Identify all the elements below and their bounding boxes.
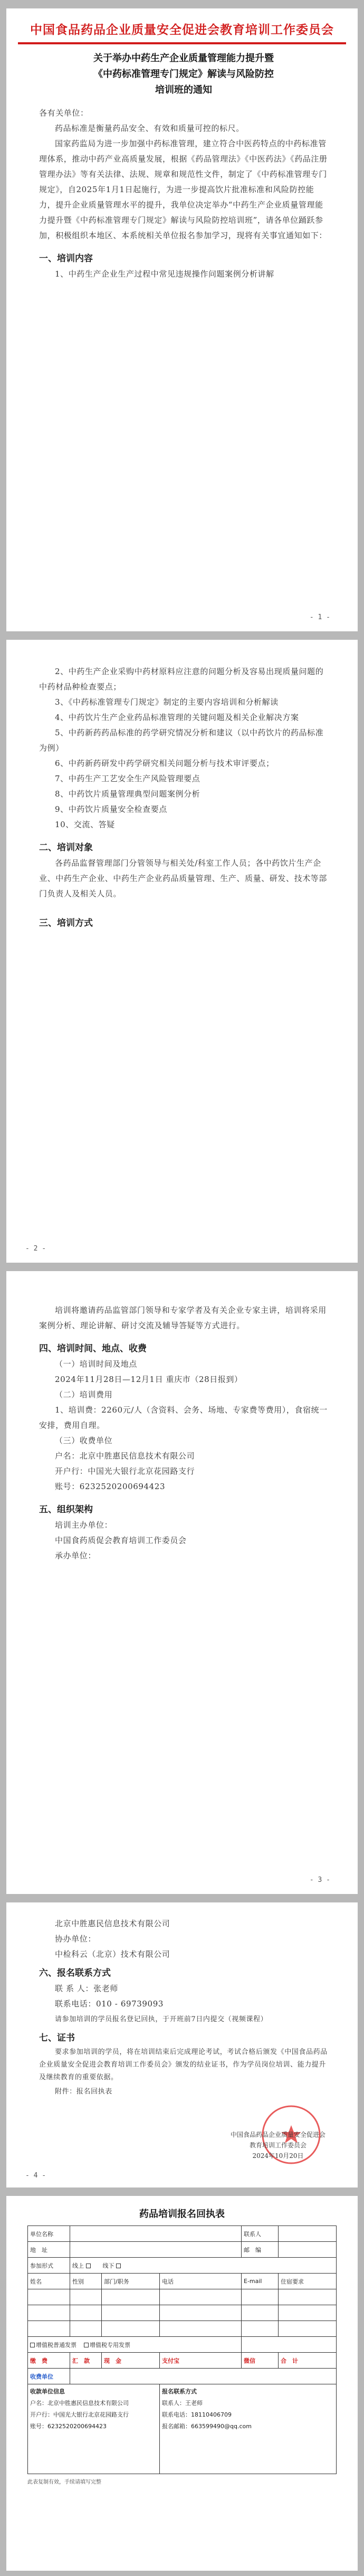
reg-info-email[interactable]: 报名邮箱：663599490@qq.com (162, 2423, 252, 2430)
postal-code-input[interactable] (279, 2242, 337, 2258)
partner-name: 中检科云（北京）技术有限公司 (55, 1949, 170, 1959)
attendee-sex-input[interactable] (70, 2289, 102, 2305)
sex-label: 性别 (70, 2274, 102, 2289)
fee-subheading: （二）培训费用 (55, 1390, 113, 1399)
reg-info-phone: 联系电话：18110406709 (162, 2411, 232, 2418)
unit-name-input[interactable] (70, 2226, 242, 2242)
salutation: 各有关单位： (39, 108, 89, 118)
attendee-phone-input[interactable] (160, 2321, 242, 2337)
invoice-special-checkbox[interactable] (84, 2342, 130, 2348)
attendee-email-input[interactable] (242, 2289, 279, 2305)
contact-person-input[interactable] (279, 2226, 337, 2242)
section5-heading: 五、组织架构 (39, 1504, 93, 1515)
section3-heading: 三、培训方式 (39, 918, 93, 929)
pay-wire-label: 汇 款 (70, 2353, 102, 2369)
section1-heading: 一、培训内容 (39, 253, 93, 264)
attendee-name-input[interactable] (28, 2321, 70, 2337)
pay-bank-label: 收费单位 (28, 2369, 70, 2384)
attendee-phone-input[interactable] (160, 2289, 242, 2305)
contractor-name: 北京中胜惠民信息技术有限公司 (55, 1919, 170, 1928)
time-place-text: 2024年11月28日—12月1日 重庆市（28日报到） (55, 1375, 243, 1384)
address-input[interactable] (70, 2242, 242, 2258)
section4-heading: 四、培训时间、地点、收费 (39, 1343, 147, 1354)
section1-item: 7、中药生产工艺安全生产风险管理要点 (55, 774, 200, 783)
phone-label: 电话 (160, 2274, 242, 2289)
signature-org-2: 教育培训工作委员会 (249, 2142, 306, 2149)
invoice-special-label: 增值税专用发票 (90, 2341, 130, 2348)
section2-text: 各药品监督管理部门分管领导与相关处/科室工作人员；各中药饮片生产企业、中药生产企业、中药生产企业药品质量管理、生产、质量、研发、技术等部门负责人及相关人员。 (39, 858, 328, 898)
invoice-ordinary-checkbox[interactable] (30, 2342, 76, 2348)
contact-person: 联 系 人：张老师 (55, 1984, 118, 1993)
payee-info-bank: 开户行：中国光大银行北京花园路支行 (30, 2411, 129, 2418)
header-red-line (18, 42, 346, 44)
payee-account: 账号：6232520200694423 (55, 1482, 166, 1491)
invoice-detail-input[interactable] (242, 2337, 337, 2353)
address-label: 地 址 (28, 2242, 70, 2258)
attendee-name-input[interactable] (28, 2305, 70, 2321)
postal-code-label: 邮 编 (242, 2242, 279, 2258)
section1-item: 5、中药新药药品标准的药学研究情况分析和建议（以中药饮片的药品标准为例） (39, 728, 324, 753)
organizer-label: 培训主办单位： (55, 1520, 113, 1530)
invoice-options[interactable] (28, 2337, 242, 2353)
pay-amount-label: 缴 费 (28, 2353, 70, 2369)
contact-person-label: 联系人 (242, 2226, 279, 2242)
section7-heading: 七、证书 (39, 2033, 75, 2043)
fee-text: 1、培训费：2260元/人（含资料、会务、场地、专家费等费用），食宿统一安排，费用自理。 (39, 1405, 328, 1430)
payee-info-title: 收款单位信息 (30, 2388, 65, 2395)
notice-title-line2: 《中药标准管理专门规定》解读与风险防控 (93, 69, 274, 80)
page-number: - 1 - (309, 613, 330, 621)
attendee-room-input[interactable] (279, 2289, 337, 2305)
attendee-dept-input[interactable] (102, 2289, 160, 2305)
page-number: - 2 - (25, 1245, 46, 1253)
page-4 (6, 1902, 358, 2187)
payee-bank: 开户行：中国光大银行北京花园路支行 (55, 1466, 195, 1476)
registration-form-table (27, 2225, 337, 2474)
signature-org: 中国食品药品企业质量安全促进会 (230, 2131, 325, 2138)
online-label: 线上 (72, 2262, 84, 2269)
attendee-email-input[interactable] (242, 2305, 279, 2321)
attendee-room-input[interactable] (279, 2305, 337, 2321)
attendee-sex-input[interactable] (70, 2321, 102, 2337)
payee-name: 户名：北京中胜惠民信息技术有限公司 (55, 1451, 195, 1461)
section1-item: 2、中药生产企业采购中药材原料应注意的问题分析及容易出现质量问题的中药材品种检查要点； (39, 667, 324, 692)
pay-bank-input[interactable] (70, 2369, 337, 2384)
pay-total-label: 合 计 (279, 2353, 337, 2369)
offline-checkbox[interactable] (102, 2262, 122, 2269)
page-number: - 4 - (25, 2172, 46, 2180)
attendee-name-input[interactable] (28, 2289, 70, 2305)
reg-info-contact: 联系人：王老师 (162, 2400, 203, 2407)
pay-cash-label: 现 金 (102, 2353, 160, 2369)
checkbox-icon (86, 2264, 91, 2268)
online-checkbox[interactable] (72, 2262, 92, 2269)
section1-item: 4、中药饮片生产企业药品标准管理的关键问题及相关企业解决方案 (55, 713, 299, 722)
section6-heading: 六、报名联系方式 (39, 1968, 111, 1978)
intro-paragraph-1: 药品标准是衡量药品安全、有效和质量可控的标尺。 (55, 124, 244, 133)
attachment-note: 附件：报名回执表 (55, 2088, 112, 2096)
unit-name-label: 单位名称 (28, 2226, 70, 2242)
payee-subheading: （三）收费单位 (55, 1436, 113, 1445)
email-note: 请参加培训的学员报名登记回执，于开班前7日内提交（视频课程） (55, 2015, 268, 2023)
section1-item: 9、中药饮片质量安全检查要点 (55, 804, 167, 814)
checkbox-icon (30, 2343, 35, 2347)
reg-info-title: 报名联系方式 (162, 2388, 197, 2395)
pay-wechat-label: 微信 (242, 2353, 279, 2369)
notice-title-line3: 培训班的通知 (155, 84, 212, 96)
attendee-dept-input[interactable] (102, 2305, 160, 2321)
section1-item: 3、《中药标准管理专门规定》制定的主要内容培训和分析解读 (55, 697, 279, 707)
offline-label: 线下 (102, 2262, 114, 2269)
organizer-name: 中国食药质促会教育培训工作委员会 (55, 1536, 187, 1545)
checkbox-icon (84, 2343, 89, 2347)
payee-info-account: 账号：6232520200694423 (30, 2423, 107, 2430)
page-3 (6, 1271, 358, 1894)
attendee-phone-input[interactable] (160, 2305, 242, 2321)
contractor-label: 承办单位： (55, 1551, 97, 1560)
page-5-form (6, 2196, 358, 2571)
page-number: - 3 - (309, 1876, 330, 1884)
checkbox-icon (116, 2264, 121, 2268)
room-type-label: 住宿要求 (279, 2274, 337, 2289)
page-2 (6, 640, 358, 1263)
payee-info-name: 户名：北京中胜惠民信息技术有限公司 (30, 2400, 129, 2407)
email-label: E-mail (242, 2274, 279, 2289)
dept-title-label: 部门/职务 (102, 2274, 160, 2289)
form-title: 药品培训报名回执表 (139, 2209, 225, 2220)
section1-item: 6、中药新药研发中药学研究相关问题分析与技术审评要点； (55, 759, 274, 768)
section2-heading: 二、培训对象 (39, 842, 93, 853)
signature-date: 2024年10月20日 (252, 2152, 304, 2160)
attendee-sex-input[interactable] (70, 2305, 102, 2321)
certificate-text: 要求参加培训的学员，将在培训结束后完成理论考试，考试合格后颁发《中国食品药品企业质量安全促进会教育培训工作委员会》颁发的结业证书，作为学员岗位培训、能力提升及继续教育的重要依据。 (39, 2048, 328, 2081)
attendee-dept-input[interactable] (102, 2321, 160, 2337)
contact-phone: 联系电话：010 - 69739093 (55, 1999, 164, 2009)
section1-item: 8、中药饮片质量管理典型问题案例分析 (55, 789, 200, 799)
notice-title-line1: 关于举办中药生产企业质量管理能力提升暨 (93, 53, 274, 64)
pay-alipay-label: 支付宝 (160, 2353, 242, 2369)
time-place-subheading: （一）培训时间及地点 (55, 1359, 138, 1369)
org-header-title: 中国食品药品企业质量安全促进会教育培训工作委员会 (30, 23, 334, 37)
name-label: 姓名 (28, 2274, 70, 2289)
section3-text: 培训将邀请药品监管部门领导和专家学者及有关企业专家主讲，培训将采用案例分析、理论讲解、研讨交流及辅导答疑等方式进行。 (39, 1305, 327, 1330)
participation-options[interactable] (70, 2258, 337, 2274)
participation-label: 参加形式 (28, 2258, 70, 2274)
intro-paragraph-2: 国家药监局为进一步加强中药标准管理，建立符合中医药特点的中药标准管理体系，推动中药产业高质量发展，根据《药品管理法》《中医药法》《药品注册管理办法》等有关法律、法规、规章和规范性文件，制定了《中药标准管理专门规定》，自2025年1月1日起施行，为进一步提高饮片批准标准和风险防控能力，提升企业质量管理水平的提升，我单位决定举办“中药生产企业质量管理能力提升暨《中药标准管理专门规定》解读与风险防控培训班”，请各单位踊跃参加，积极组织本地区、本系统相关单位报名参加学习，现将有关事宜通知如下： (39, 139, 328, 240)
invoice-ordinary-label: 增值税普通发票 (36, 2341, 76, 2348)
attendee-room-input[interactable] (279, 2321, 337, 2337)
section1-item: 10、交流、答疑 (55, 820, 115, 829)
partner-label: 协办单位： (55, 1934, 97, 1944)
attendee-email-input[interactable] (242, 2321, 279, 2337)
form-footer-note: 此表复制有效，手续请填写完整 (27, 2479, 101, 2485)
page-1 (6, 8, 358, 631)
section1-item: 1、中药生产企业生产过程中常见违规操作问题案例分析讲解 (55, 269, 274, 279)
